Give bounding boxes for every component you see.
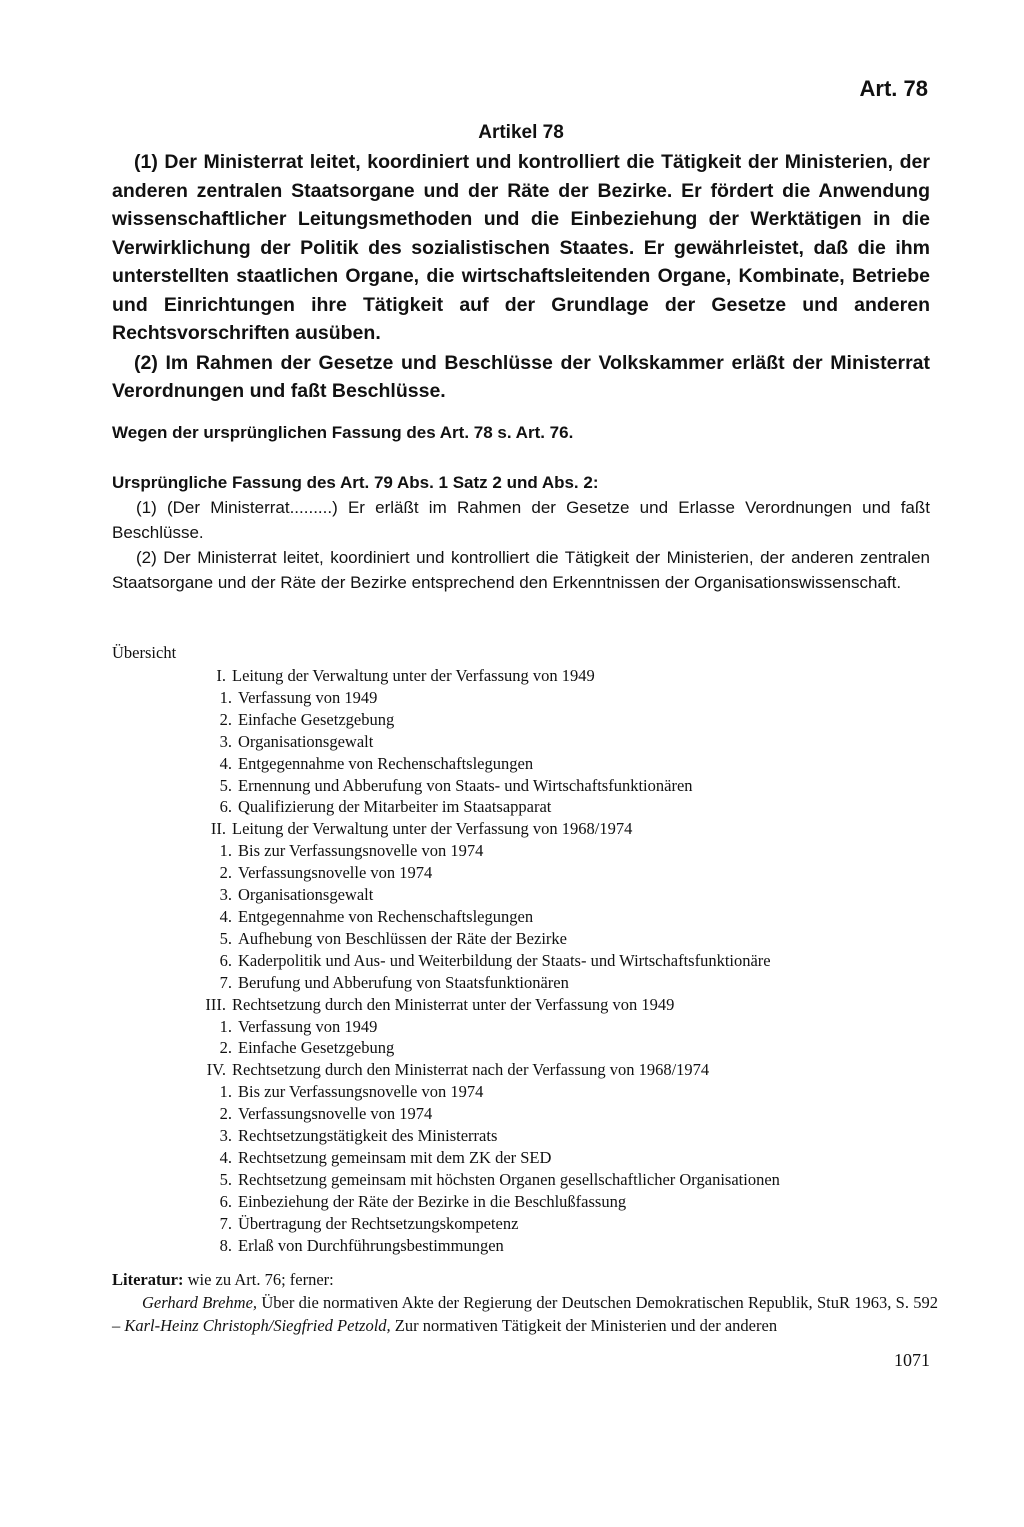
overview-subitems	[112, 1016, 930, 1060]
overview-section-title: Rechtsetzung durch den Ministerrat nach der Verfassung von 1968/1974	[232, 1060, 710, 1080]
overview-item-number: 2.	[219, 1038, 232, 1058]
overview-item-text: Erlaß von Durchführungsbestimmungen	[238, 1235, 504, 1255]
overview-item-number: 4.	[219, 906, 232, 926]
overview-section	[112, 665, 930, 818]
overview-section-title: Leitung der Verwaltung unter der Verfassung von 1968/1974	[232, 819, 633, 839]
overview-item	[112, 972, 930, 994]
article-paragraph-1: (1) Der Ministerrat leitet, koordiniert und kontrolliert die Tätigkeit der Ministerien, der anderen zentralen Staatsorgane und der Räte der Bezirke. Er fördert die Anwendung wissenschaftlicher Leitungsmethoden und die Einbeziehung der Werktätigen in die Verwirklichung der Politik des sozialistischen Staates. Er gewährleistet, daß die ihm unterstellten staatlichen Organe, die wirtschaftsleitenden Organe, Kombinate, Betriebe und Einrichtungen ihre Tätigkeit auf der Grundlage der Gesetze und anderen Rechtsvorschriften ausüben.	[112, 151, 930, 344]
overview-item	[112, 862, 930, 884]
overview-item-text: Organisationsgewalt	[238, 885, 374, 905]
overview-item-number: 5.	[219, 1169, 232, 1189]
overview-item-number: 5.	[219, 775, 232, 795]
overview-section	[112, 1059, 930, 1256]
overview-item-number: 3.	[219, 1126, 232, 1146]
running-header: Art. 78	[859, 76, 928, 101]
overview-item-text: Einbeziehung der Räte der Bezirke in die Beschlußfassung	[238, 1191, 627, 1211]
overview-item	[112, 1169, 930, 1191]
overview-item	[112, 1235, 930, 1257]
overview-item-number: 7.	[219, 972, 232, 992]
overview-item	[112, 928, 930, 950]
overview-item-text: Entgegennahme von Rechenschaftslegungen	[238, 906, 534, 926]
overview-item-number: 3.	[219, 731, 232, 751]
original-version-title: Ursprüngliche Fassung des Art. 79 Abs. 1 Satz 2 und Abs. 2:	[112, 473, 599, 492]
overview-item-number: 7.	[219, 1213, 232, 1233]
overview-item-text: Rechtsetzung gemeinsam mit höchsten Organen gesellschaftlicher Organisationen	[238, 1169, 780, 1189]
overview-item	[112, 1213, 930, 1235]
overview-item-text: Einfache Gesetzgebung	[238, 709, 395, 729]
overview-subitems	[112, 687, 930, 818]
overview-item-text: Verfassung von 1949	[238, 687, 378, 707]
overview-section-title: Rechtsetzung durch den Ministerrat unter der Verfassung von 1949	[232, 994, 675, 1014]
overview-item-number: 5.	[219, 928, 232, 948]
overview-item	[112, 1191, 930, 1213]
overview-subitems	[112, 840, 930, 993]
overview-section-number: IV.	[206, 1060, 226, 1080]
original-paragraph-2: (2) Der Ministerrat leitet, koordiniert und kontrolliert die Tätigkeit der Ministerien, der anderen zentralen Staatsorgane und der Räte der Bezirke entsprechend den Erkenntnissen der Organisationswissenschaft.	[112, 548, 930, 592]
overview-item	[112, 709, 930, 731]
literature-text-2: Zur normativen Tätigkeit der Ministerien und der anderen	[390, 1316, 778, 1335]
overview-item	[112, 906, 930, 928]
overview-item-text: Rechtsetzung gemeinsam mit dem ZK der SED	[238, 1147, 552, 1167]
overview-item	[112, 1125, 930, 1147]
overview-item-number: 2.	[219, 1104, 232, 1124]
overview-item	[112, 950, 930, 972]
overview-section-heading	[112, 1059, 930, 1081]
overview-item-text: Verfassungsnovelle von 1974	[238, 863, 433, 883]
overview-item-number: 1.	[219, 1082, 232, 1102]
overview-item-text: Übertragung der Rechtsetzungskompetenz	[238, 1213, 519, 1233]
overview-item-text: Aufhebung von Beschlüssen der Räte der Bezirke	[238, 928, 567, 948]
article-title: Artikel 78	[478, 122, 564, 143]
overview-section-heading	[112, 994, 930, 1016]
overview-list	[112, 665, 930, 1256]
overview-item-number: 1.	[219, 687, 232, 707]
overview-item-text: Rechtsetzungstätigkeit des Ministerrats	[238, 1126, 498, 1146]
overview-item-text: Einfache Gesetzgebung	[238, 1038, 395, 1058]
overview-item-text: Bis zur Verfassungsnovelle von 1974	[238, 841, 484, 861]
overview-item-text: Berufung und Abberufung von Staatsfunktionären	[238, 972, 569, 992]
literature-intro-text: wie zu Art. 76; ferner:	[183, 1270, 334, 1289]
overview-item-text: Qualifizierung der Mitarbeiter im Staatsapparat	[238, 797, 552, 817]
literature-intro	[112, 1268, 938, 1291]
literature-author-1: Gerhard Brehme,	[142, 1293, 258, 1312]
literature-label: Literatur:	[112, 1270, 184, 1289]
page-number: 1071	[894, 1350, 930, 1370]
literature-author-2: Karl-Heinz Christoph/Siegfried Petzold,	[124, 1316, 391, 1335]
overview-section-number: III.	[205, 994, 226, 1014]
overview-item-text: Entgegennahme von Rechenschaftslegungen	[238, 753, 534, 773]
overview	[112, 643, 930, 1256]
original-version	[112, 470, 930, 595]
overview-item-number: 6.	[219, 950, 232, 970]
overview-item	[112, 840, 930, 862]
overview-item-number: 4.	[219, 1147, 232, 1167]
version-note: Wegen der ursprünglichen Fassung des Art. 78 s. Art. 76.	[112, 423, 574, 442]
overview-section-number: I.	[216, 666, 226, 685]
literature-text-1: Über die normativen Akte der Regierung der Deutschen Demokratischen Republik, StuR 1963, S. 592 –	[112, 1293, 939, 1335]
overview-section-heading	[112, 665, 930, 687]
overview-item-number: 4.	[219, 753, 232, 773]
overview-item-number: 6.	[219, 1191, 232, 1211]
overview-subitems	[112, 1081, 930, 1256]
overview-item	[112, 731, 930, 753]
article-paragraph-2: (2) Im Rahmen der Gesetze und Beschlüsse der Volkskammer erläßt der Ministerrat Verordnungen und faßt Beschlüsse.	[112, 351, 930, 402]
overview-item-number: 1.	[219, 841, 232, 861]
literature-body	[112, 1291, 938, 1337]
overview-item	[112, 1081, 930, 1103]
overview-item-text: Bis zur Verfassungsnovelle von 1974	[238, 1082, 484, 1102]
overview-item-number: 2.	[219, 709, 232, 729]
overview-item-text: Verfassung von 1949	[238, 1016, 378, 1036]
overview-item	[112, 1103, 930, 1125]
overview-item	[112, 775, 930, 797]
overview-section	[112, 818, 930, 993]
overview-section-title: Leitung der Verwaltung unter der Verfassung von 1949	[232, 666, 595, 685]
overview-section-heading	[112, 818, 930, 840]
overview-item-text: Kaderpolitik und Aus- und Weiterbildung der Staats- und Wirtschaftsfunktionäre	[238, 950, 771, 970]
overview-title: Übersicht	[112, 643, 177, 662]
article-text	[112, 122, 930, 406]
overview-item	[112, 753, 930, 775]
overview-item-number: 2.	[219, 863, 232, 883]
overview-item-number: 1.	[219, 1016, 232, 1036]
overview-section	[112, 994, 930, 1060]
overview-item	[112, 1016, 930, 1038]
overview-item-number: 3.	[219, 885, 232, 905]
overview-item	[112, 1037, 930, 1059]
overview-item-number: 6.	[219, 797, 232, 817]
overview-item-text: Ernennung und Abberufung von Staats- und Wirtschaftsfunktionären	[238, 775, 693, 795]
overview-item	[112, 796, 930, 818]
overview-item	[112, 687, 930, 709]
overview-item-text: Organisationsgewalt	[238, 731, 374, 751]
overview-item-text: Verfassungsnovelle von 1974	[238, 1104, 433, 1124]
overview-item	[112, 884, 930, 906]
overview-item-number: 8.	[219, 1235, 232, 1255]
original-paragraph-1: (1) (Der Ministerrat.........) Er erläßt im Rahmen der Gesetze und Erlasse Verordnungen und faßt Beschlüsse.	[112, 498, 930, 542]
overview-section-number: II.	[210, 819, 226, 839]
overview-item	[112, 1147, 930, 1169]
literature	[112, 1268, 938, 1337]
